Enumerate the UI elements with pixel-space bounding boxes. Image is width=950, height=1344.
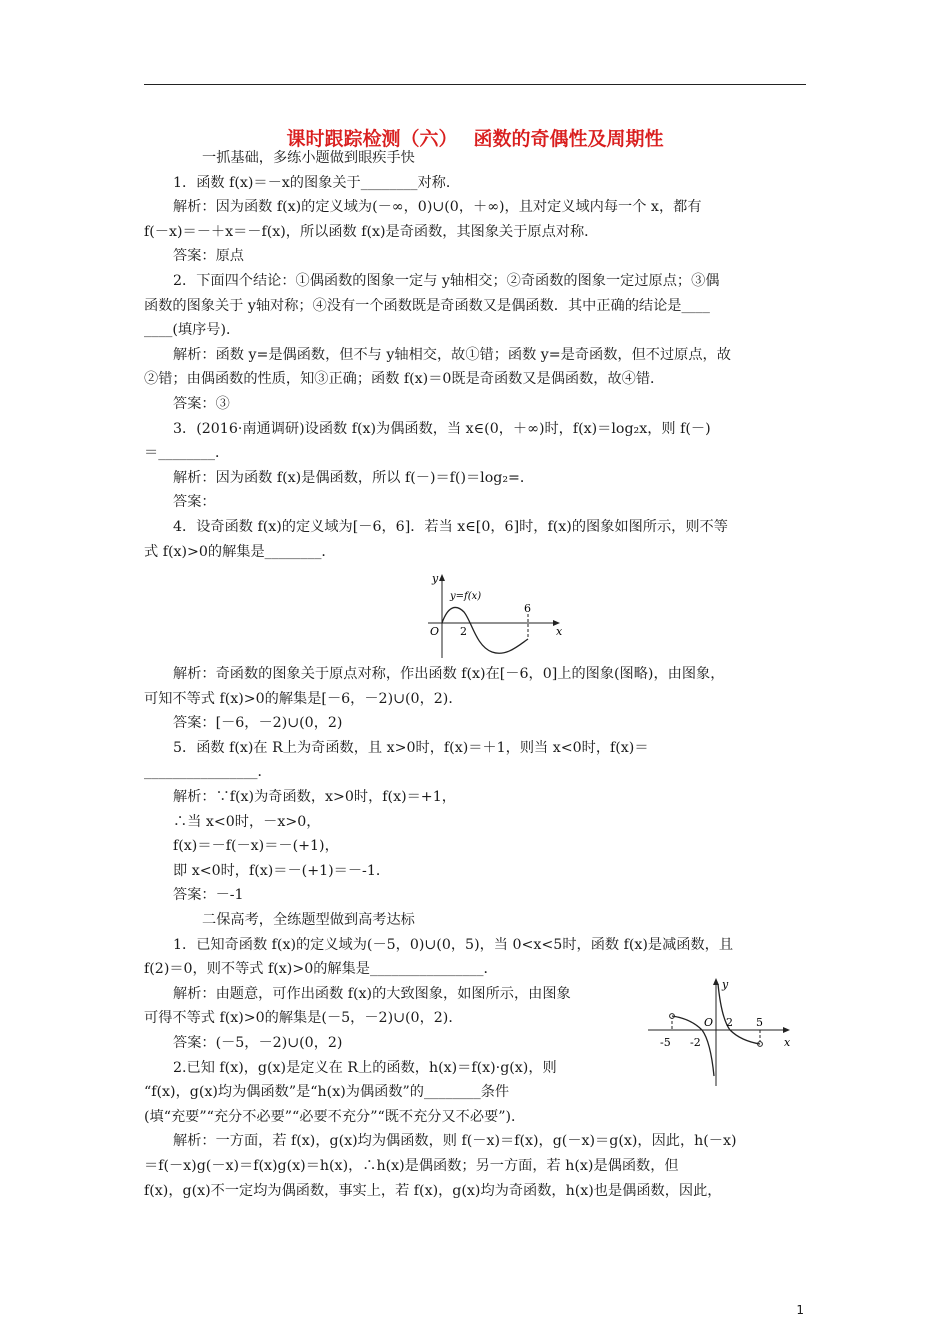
p1-tick-m2: -2 xyxy=(690,1035,701,1049)
q2-question: 2．下面四个结论：①偶函数的图象一定与 y轴相交；②奇函数的图象一定过原点；③偶 xyxy=(173,272,720,289)
header-rule xyxy=(144,84,806,85)
p1-tick-m5: -5 xyxy=(660,1035,671,1049)
q4-graph-figure xyxy=(420,566,566,662)
q4-y-arrow xyxy=(439,574,445,581)
document-body xyxy=(144,146,808,1203)
q2-question-cont: 函数的图象关于 y轴对称；④没有一个函数既是奇函数又是偶函数．其中正确的结论是____ xyxy=(144,297,710,314)
p2-analysis: 解析：一方面，若 f(x)，g(x)均为偶函数，则 f(－x)＝f(x)，g(－x)＝g(x)，因此，h(－x) xyxy=(173,1133,737,1150)
q4-question: 4．设奇函数 f(x)的定义域为[－6，6]．若当 x∈[0，6]时，f(x)的图象如图所示，则不等 xyxy=(173,518,728,535)
p1-tick-2: 2 xyxy=(726,1015,733,1029)
q4-y-label: y xyxy=(432,572,439,586)
q4-answer: 答案：[－6，－2)∪(0，2) xyxy=(173,715,343,732)
q4-analysis: 解析：奇函数的图象关于原点对称，作出函数 f(x)在[－6，0]上的图象(图略)，由图象， xyxy=(173,666,725,683)
q4-tick-6: 6 xyxy=(524,602,531,616)
p1-y-arrow xyxy=(713,978,719,985)
q2-analysis-cont: ②错；由偶函数的性质，知③正确；函数 f(x)＝0既是奇函数又是偶函数，故④错． xyxy=(144,371,665,388)
p2-analysis-cont: ＝f(－x)g(－x)＝f(x)g(x)＝h(x)，∴h(x)是偶函数；另一方面，若 h(x)是偶函数，但 xyxy=(144,1157,679,1174)
q3-answer: 答案： xyxy=(173,494,216,511)
p2-question-cont: “f(x)，g(x)均为偶函数”是“h(x)为偶函数”的________条件 xyxy=(144,1084,510,1101)
q2-answer: 答案：③ xyxy=(173,395,230,412)
q1-question: 1．函数 f(x)＝－x的图象关于________对称． xyxy=(173,174,461,191)
q3-question-cont: ＝________． xyxy=(144,445,230,462)
q5-question: 5．函数 f(x)在 R上为奇函数，且 x>0时，f(x)＝＋1，则当 x<0时，f(x)＝ xyxy=(173,739,649,756)
q5-analysis-2: ∴当 x<0时，－x>0， xyxy=(173,813,321,830)
p1-right-branch xyxy=(718,984,760,1044)
p1-tick-5: 5 xyxy=(756,1015,763,1029)
p1-origin-label: O xyxy=(704,1015,714,1029)
p1-graph-figure xyxy=(646,976,794,1088)
p1-analysis: 解析：由题意，可作出函数 f(x)的大致图象，如图所示，由图象 xyxy=(173,985,571,1002)
p1-x-label: x xyxy=(784,1035,791,1049)
q4-func-label: y=f(x) xyxy=(450,591,482,603)
q1-analysis-cont: f(－x)＝－＋x＝－f(x)，所以函数 f(x)是奇函数，其图象关于原点对称． xyxy=(144,223,599,240)
section-heading-1: 一抓基础，多练小题做到眼疾手快 xyxy=(202,150,415,166)
p1-x-arrow xyxy=(783,1027,790,1033)
q5-analysis-3: f(x)＝－f(－x)＝－(+1)， xyxy=(173,838,339,855)
page-number: 1 xyxy=(796,1303,804,1317)
q4-question-cont: 式 f(x)>0的解集是________． xyxy=(144,543,336,560)
q2-analysis: 解析：函数 y=是偶函数，但不与 y轴相交，故①错；函数 y=是奇函数，但不过原点，故 xyxy=(173,346,731,363)
p2-question-end: (填“充要”“充分不必要”“必要不充分”“既不充分又不必要”)． xyxy=(144,1108,526,1125)
q4-tick-2: 2 xyxy=(460,625,467,639)
q3-question: 3．(2016·南通调研)设函数 f(x)为偶函数，当 x∈(0，＋∞)时，f(x)＝log₂x，则 f(－) xyxy=(173,420,711,437)
p1-y-label: y xyxy=(722,977,729,991)
q4-origin-label: O xyxy=(430,625,440,639)
q2-question-end: ____(填序号)． xyxy=(144,322,241,339)
q5-answer: 答案：－-1 xyxy=(173,887,244,904)
p1-analysis-cont: 可得不等式 f(x)>0的解集是(－5，－2)∪(0，2)． xyxy=(144,1010,463,1027)
q1-analysis: 解析：因为函数 f(x)的定义域为(－∞，0)∪(0，＋∞)，且对定义域内每一个 x，都有 xyxy=(173,199,702,216)
q5-analysis: 解析：∵f(x)为奇函数，x>0时，f(x)＝+1， xyxy=(173,789,456,806)
page-title: 课时跟踪检测（六） 函数的奇偶性及周期性 xyxy=(286,128,664,150)
p2-analysis-end: f(x)，g(x)不一定均为偶函数，事实上，若 f(x)，g(x)均为奇函数，h(x)也是偶函数，因此， xyxy=(144,1182,722,1199)
p1-answer: 答案：(－5，－2)∪(0，2) xyxy=(173,1035,343,1051)
p1-block xyxy=(144,977,808,1105)
q4-analysis-cont: 可知不等式 f(x)>0的解集是[－6，－2)∪(0，2)． xyxy=(144,690,463,707)
q3-analysis: 解析：因为函数 f(x)是偶函数，所以 f(－)＝f()＝log₂=． xyxy=(173,469,535,486)
p1-question: 1．已知奇函数 f(x)的定义域为(－5，0)∪(0，5)，当 0<x<5时，函数 f(x)是减函数，且 xyxy=(173,936,734,953)
q4-function-curve xyxy=(442,608,528,654)
section-heading-2: 二保高考，全练题型做到高考达标 xyxy=(202,912,415,929)
q5-analysis-4: 即 x<0时，f(x)＝－(+1)＝－-1． xyxy=(173,862,391,879)
q5-question-cont: ________________． xyxy=(144,764,272,781)
q1-answer: 答案：原点 xyxy=(173,248,244,265)
q4-x-label: x xyxy=(556,625,563,639)
p1-question-cont: f(2)＝0，则不等式 f(x)>0的解集是________________． xyxy=(144,961,498,978)
p2-question: 2.已知 f(x)，g(x)是定义在 R上的函数，h(x)＝f(x)·g(x)，则 xyxy=(173,1059,557,1076)
